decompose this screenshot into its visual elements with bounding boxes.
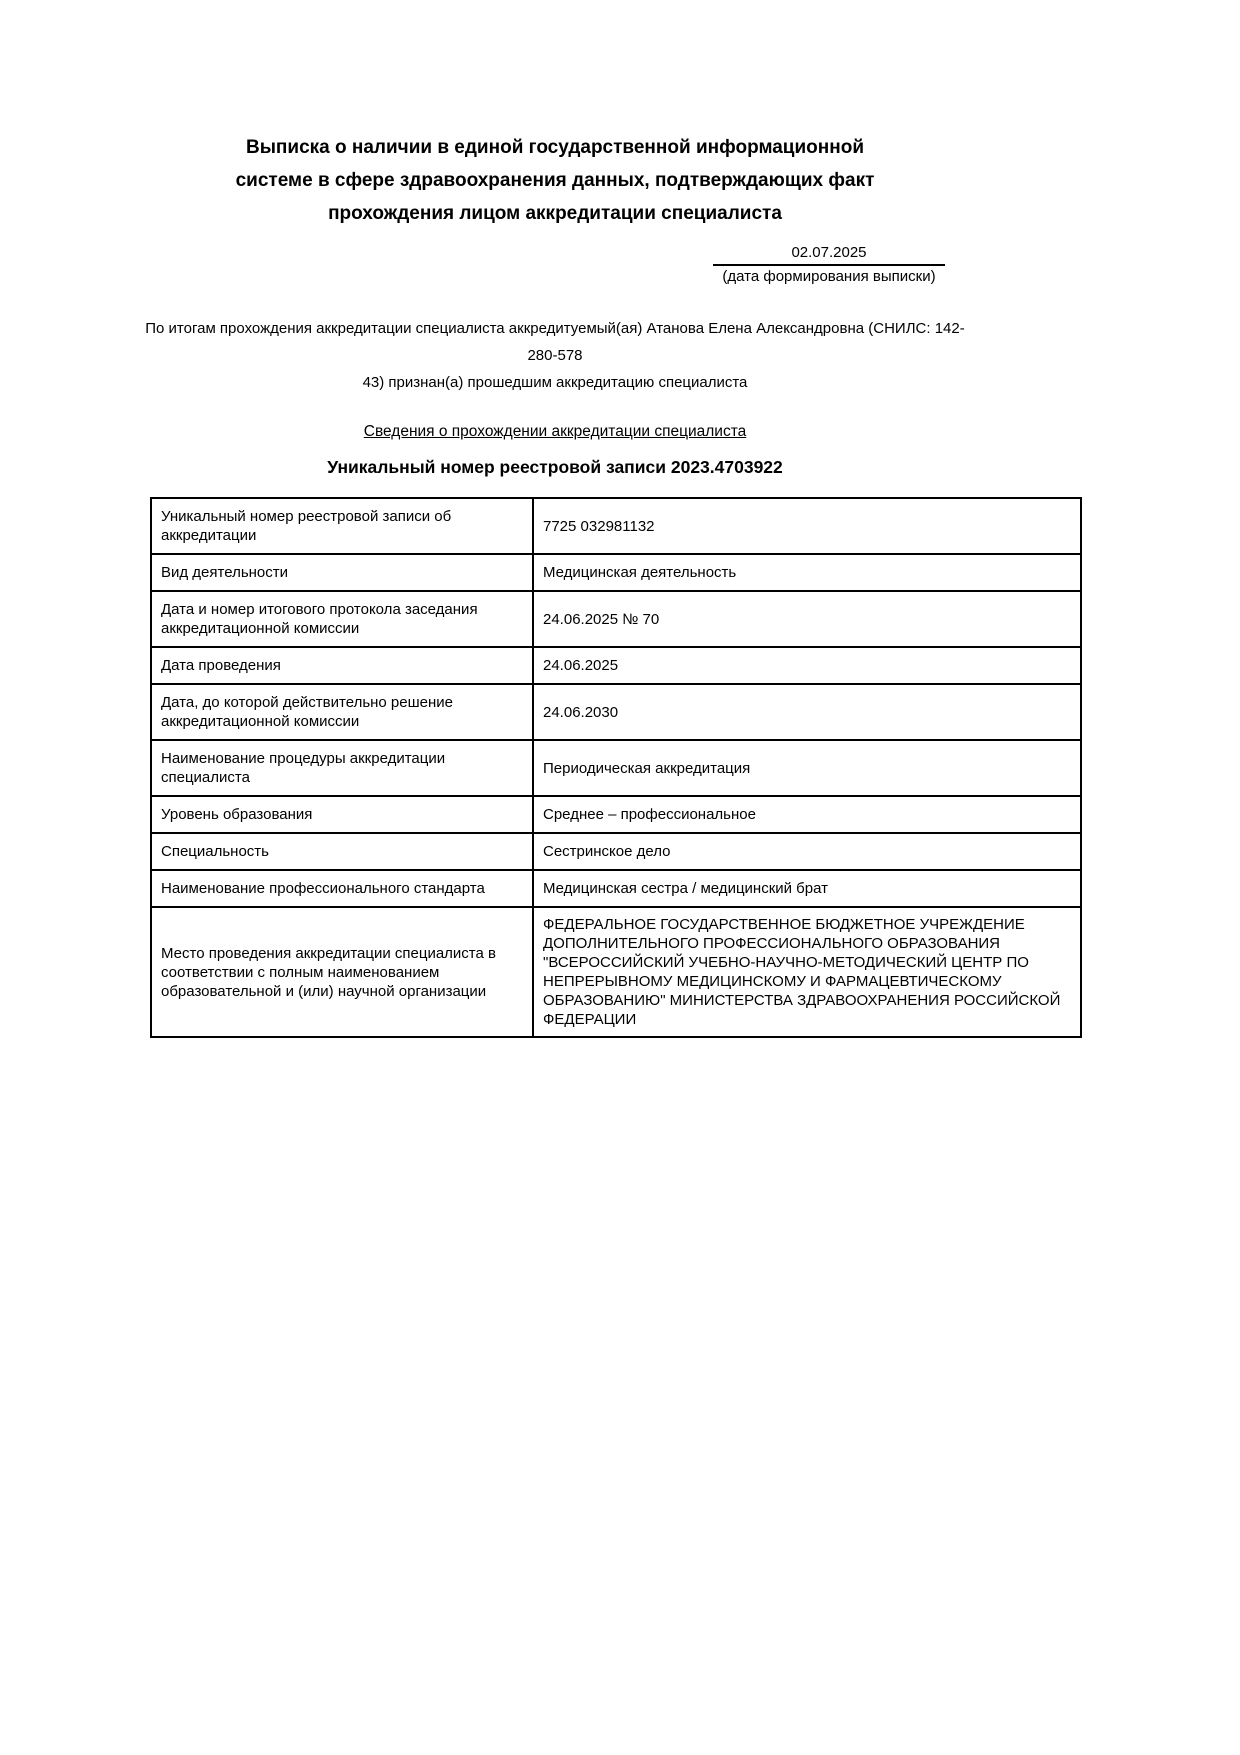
table-row [151,907,1081,1037]
intro-paragraph-line: 43) признан(а) прошедшим аккредитацию специалиста [362,374,748,391]
formation-date-caption: (дата формирования выписки) [722,268,936,285]
table-value-cell: 24.06.2025 № 70 [533,591,1081,647]
table-label-cell: Наименование процедуры аккредитации специалиста [151,740,533,796]
table-label-cell: Дата и номер итогового протокола заседания аккредитационной комиссии [151,591,533,647]
table-value-cell: Периодическая аккредитация [533,740,1081,796]
table-row [151,796,1081,833]
intro-paragraph [135,315,975,396]
table-row [151,684,1081,740]
table-label-cell: Место проведения аккредитации специалиста в соответствии с полным наименованием образовательной и (или) научной организации [151,907,533,1037]
table-value-cell: ФЕДЕРАЛЬНОЕ ГОСУДАРСТВЕННОЕ БЮДЖЕТНОЕ УЧРЕЖДЕНИЕ ДОПОЛНИТЕЛЬНОГО ПРОФЕССИОНАЛЬНОГО ОБРАЗОВАНИЯ "ВСЕРОССИЙСКИЙ УЧЕБНО-НАУЧНО-МЕТОДИЧЕСКИЙ ЦЕНТР ПО НЕПРЕРЫВНОМУ МЕДИЦИНСКОМУ И ФАРМАЦЕВТИЧЕСКОМУ ОБРАЗОВАНИЮ" МИНИСТЕРСТВА ЗДРАВООХРАНЕНИЯ РОССИЙСКОЙ ФЕДЕРАЦИИ [533,907,1081,1037]
table-label-cell: Наименование профессионального стандарта [151,870,533,907]
table-value-cell: Сестринское дело [533,833,1081,870]
table-label-cell: Уникальный номер реестровой записи об аккредитации [151,498,533,554]
page-title-line: прохождения лицом аккредитации специалиста [328,203,782,224]
table-row [151,740,1081,796]
table-label-cell: Дата проведения [151,647,533,684]
table-value-cell: 24.06.2030 [533,684,1081,740]
table-row [151,833,1081,870]
registry-number-heading: Уникальный номер реестровой записи 2023.4703922 [327,457,783,477]
table-value-cell: Среднее – профессиональное [533,796,1081,833]
table-value-cell: 7725 032981132 [533,498,1081,554]
page-title [145,131,965,230]
table-row [151,591,1081,647]
accreditation-table [150,497,1082,1038]
table-row [151,554,1081,591]
table-value-cell: Медицинская деятельность [533,554,1081,591]
table-row [151,870,1081,907]
table-value-cell: Медицинская сестра / медицинский брат [533,870,1081,907]
table-row [151,647,1081,684]
intro-paragraph-line: По итогам прохождения аккредитации специалиста аккредитуемый(ая) Атанова Елена Александровна (СНИЛС: 142-280-578 [145,320,965,364]
table-value-cell: 24.06.2025 [533,647,1081,684]
page-title-line: системе в сфере здравоохранения данных, подтверждающих факт [235,170,875,191]
page-title-line: Выписка о наличии в единой государственной информационной [245,137,865,158]
section-heading: Сведения о прохождении аккредитации специалиста [363,423,747,440]
table-label-cell: Специальность [151,833,533,870]
table-label-cell: Вид деятельности [151,554,533,591]
formation-date-block [713,244,945,285]
table-label-cell: Уровень образования [151,796,533,833]
formation-date: 02.07.2025 [713,244,945,266]
table-row [151,498,1081,554]
table-label-cell: Дата, до которой действительно решение аккредитационной комиссии [151,684,533,740]
